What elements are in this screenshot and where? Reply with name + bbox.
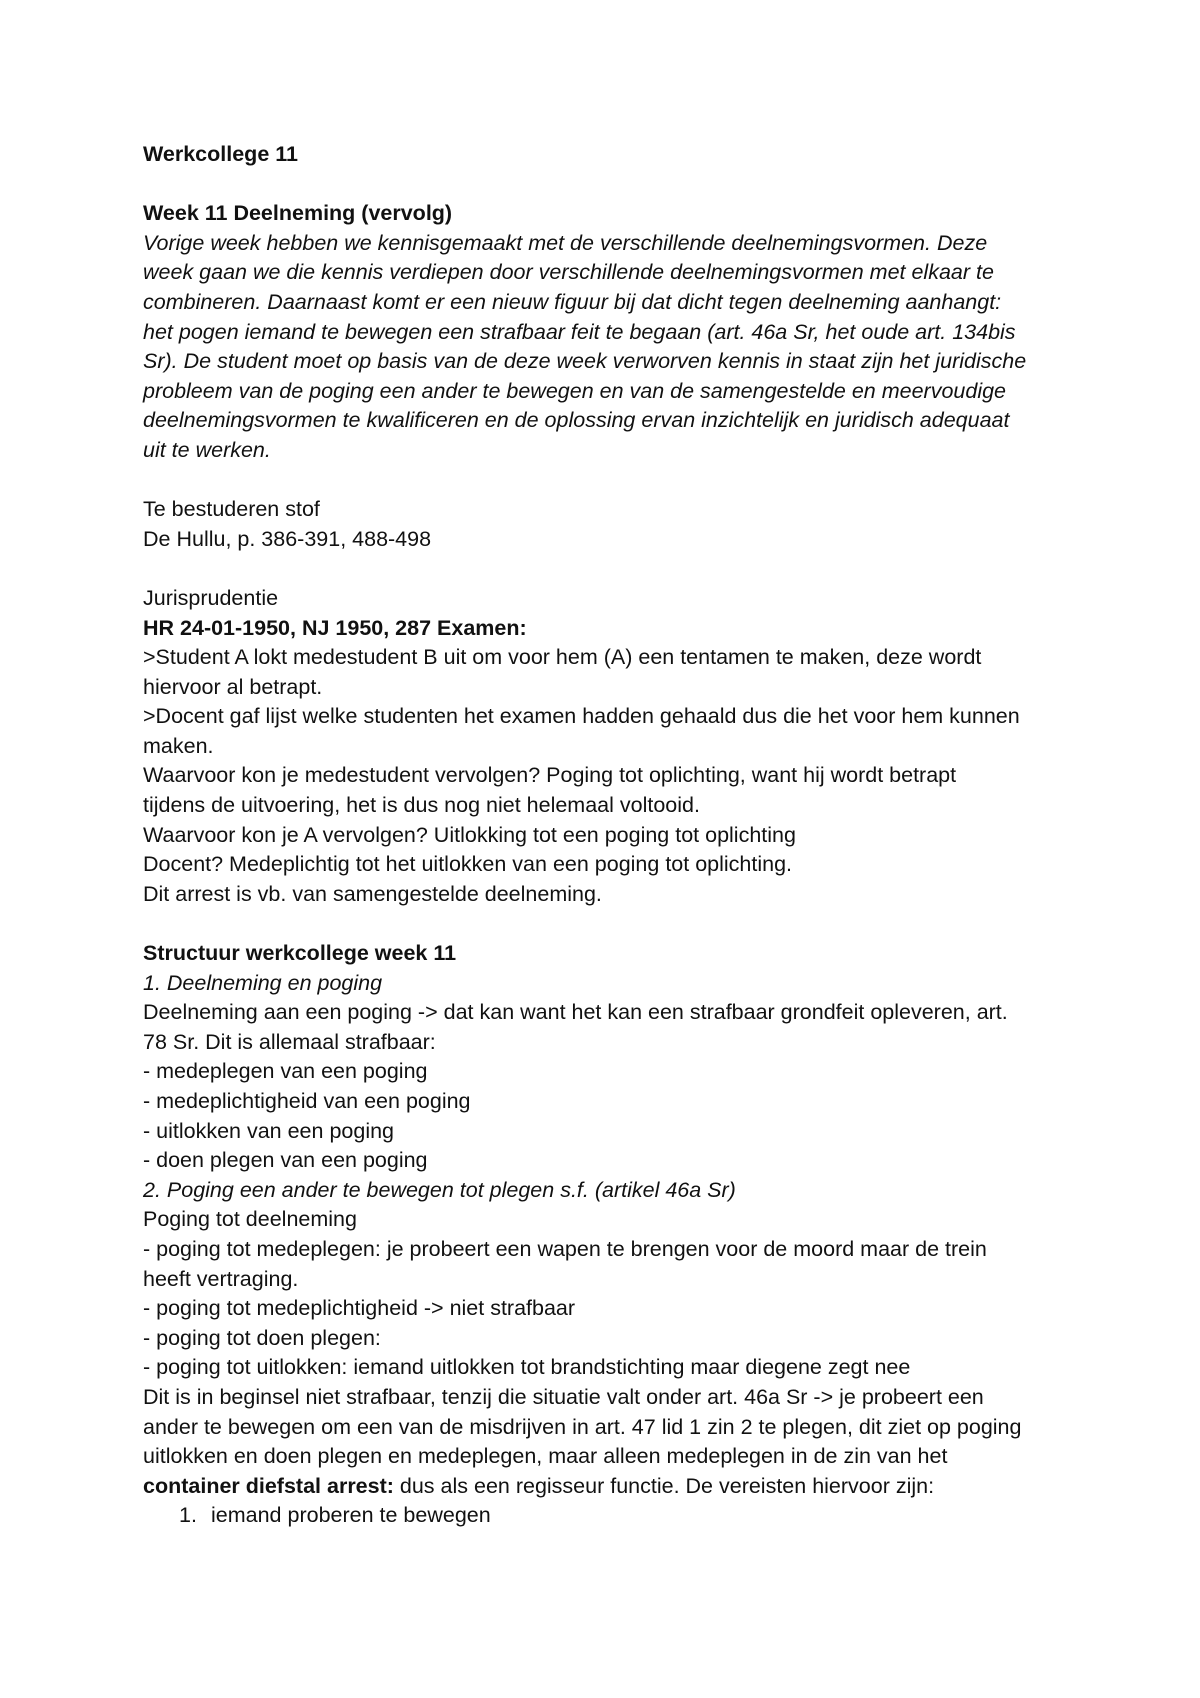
- list-item: [143, 1501, 1083, 1531]
- spacer: [143, 554, 1083, 584]
- week-heading: Week 11 Deelneming (vervolg): [143, 201, 453, 226]
- container-arrest-text: dus als een regisseur functie. De vereisten hiervoor zijn:: [393, 1473, 935, 1498]
- section-2-line: ander te bewegen om een van de misdrijven in art. 47 lid 1 zin 2 te plegen, dit ziet op poging: [143, 1414, 1022, 1439]
- intro-line: probleem van de poging een ander te bewegen en van de samengestelde en meervoudige: [143, 378, 1007, 403]
- section-1-line: - doen plegen van een poging: [143, 1148, 428, 1173]
- section-2-line: Dit is in beginsel niet strafbaar, tenzij die situatie valt onder art. 46a Sr -> je probeert een: [143, 1384, 984, 1409]
- study-text: De Hullu, p. 386-391, 488-498: [143, 526, 432, 551]
- spacer: [143, 466, 1083, 496]
- list-number: 1.: [179, 1503, 197, 1528]
- spacer: [143, 909, 1083, 939]
- container-arrest-label: container diefstal arrest:: [143, 1473, 394, 1498]
- case-line: maken.: [143, 733, 214, 758]
- jurisprudence-heading: Jurisprudentie: [143, 585, 279, 610]
- intro-line: week gaan we die kennis verdiepen door verschillende deelnemingsvormen met elkaar te: [143, 260, 994, 285]
- intro-line: het pogen iemand te bewegen een strafbaar feit te begaan (art. 46a Sr, het oude art. 134bis: [143, 319, 1016, 344]
- intro-line: combineren. Daarnaast komt er een nieuw figuur bij dat dicht tegen deelneming aanhangt:: [143, 289, 1002, 314]
- case-paragraph: [143, 643, 1083, 909]
- study-heading: Te bestuderen stof: [143, 497, 320, 522]
- section-2-title: 2. Poging een ander te bewegen tot plegen s.f. (artikel 46a Sr): [143, 1177, 736, 1202]
- section-1-line: - uitlokken van een poging: [143, 1118, 395, 1143]
- section-1-line: Deelneming aan een poging -> dat kan want het kan een strafbaar grondfeit opleveren, art.: [143, 1000, 1008, 1025]
- document-page: [143, 140, 1083, 1531]
- list-text: iemand proberen te bewegen: [211, 1503, 491, 1528]
- section-1-line: 78 Sr. Dit is allemaal strafbaar:: [143, 1029, 436, 1054]
- section-1-line: - medeplichtigheid van een poging: [143, 1089, 471, 1113]
- container-line: [143, 1472, 1083, 1502]
- case-line: Docent? Medeplichtig tot het uitlokken van een poging tot oplichting.: [143, 852, 793, 877]
- section-2-body: [143, 1205, 1083, 1501]
- section-2-line: - poging tot medeplichtigheid -> niet strafbaar: [143, 1296, 576, 1321]
- page-title: Werkcollege 11: [143, 142, 298, 166]
- section-1-title: 1. Deelneming en poging: [143, 970, 383, 995]
- intro-line: deelnemingsvormen te kwalificeren en de oplossing ervan inzichtelijk en juridisch adequaat: [143, 408, 1010, 433]
- intro-paragraph: [143, 229, 1083, 466]
- case-line: hiervoor al betrapt.: [143, 674, 323, 699]
- section-2-line: - poging tot medeplegen: je probeert een wapen te brengen voor de moord maar de trein: [143, 1236, 987, 1261]
- section-2-line: - poging tot uitlokken: iemand uitlokken tot brandstichting maar diegene zegt nee: [143, 1355, 911, 1380]
- case-line: tijdens de uitvoering, het is dus nog niet helemaal voltooid.: [143, 793, 700, 818]
- case-line: >Student A lokt medestudent B uit om voor hem (A) een tentamen te maken, deze wordt: [143, 645, 982, 670]
- spacer: [143, 170, 1083, 200]
- case-line: Dit arrest is vb. van samengestelde deelneming.: [143, 881, 602, 906]
- case-line: Waarvoor kon je A vervolgen? Uitlokking tot een poging tot oplichting: [143, 822, 796, 847]
- section-2-line: heeft vertraging.: [143, 1266, 299, 1291]
- section-1-body: [143, 998, 1083, 1176]
- section-2-line: Poging tot deelneming: [143, 1207, 357, 1232]
- section-1-line: - medeplegen van een poging: [143, 1059, 428, 1084]
- section-2-line: - poging tot doen plegen:: [143, 1325, 381, 1350]
- intro-line: Vorige week hebben we kennisgemaakt met de verschillende deelnemingsvormen. Deze: [143, 230, 988, 255]
- case-line: >Docent gaf lijst welke studenten het examen hadden gehaald dus die het voor hem kunnen: [143, 704, 1020, 729]
- case-line: Waarvoor kon je medestudent vervolgen? Poging tot oplichting, want hij wordt betrapt: [143, 763, 957, 788]
- case-title: HR 24-01-1950, NJ 1950, 287 Examen:: [143, 615, 527, 640]
- section-2-line: uitlokken en doen plegen en medeplegen, maar alleen medeplegen in de zin van het: [143, 1444, 948, 1469]
- intro-line: Sr). De student moet op basis van de deze week verworven kennis in staat zijn het juridische: [143, 349, 1027, 374]
- intro-line: uit te werken.: [143, 437, 271, 462]
- structure-heading: Structuur werkcollege week 11: [143, 941, 457, 966]
- requirements-list: [143, 1501, 1083, 1531]
